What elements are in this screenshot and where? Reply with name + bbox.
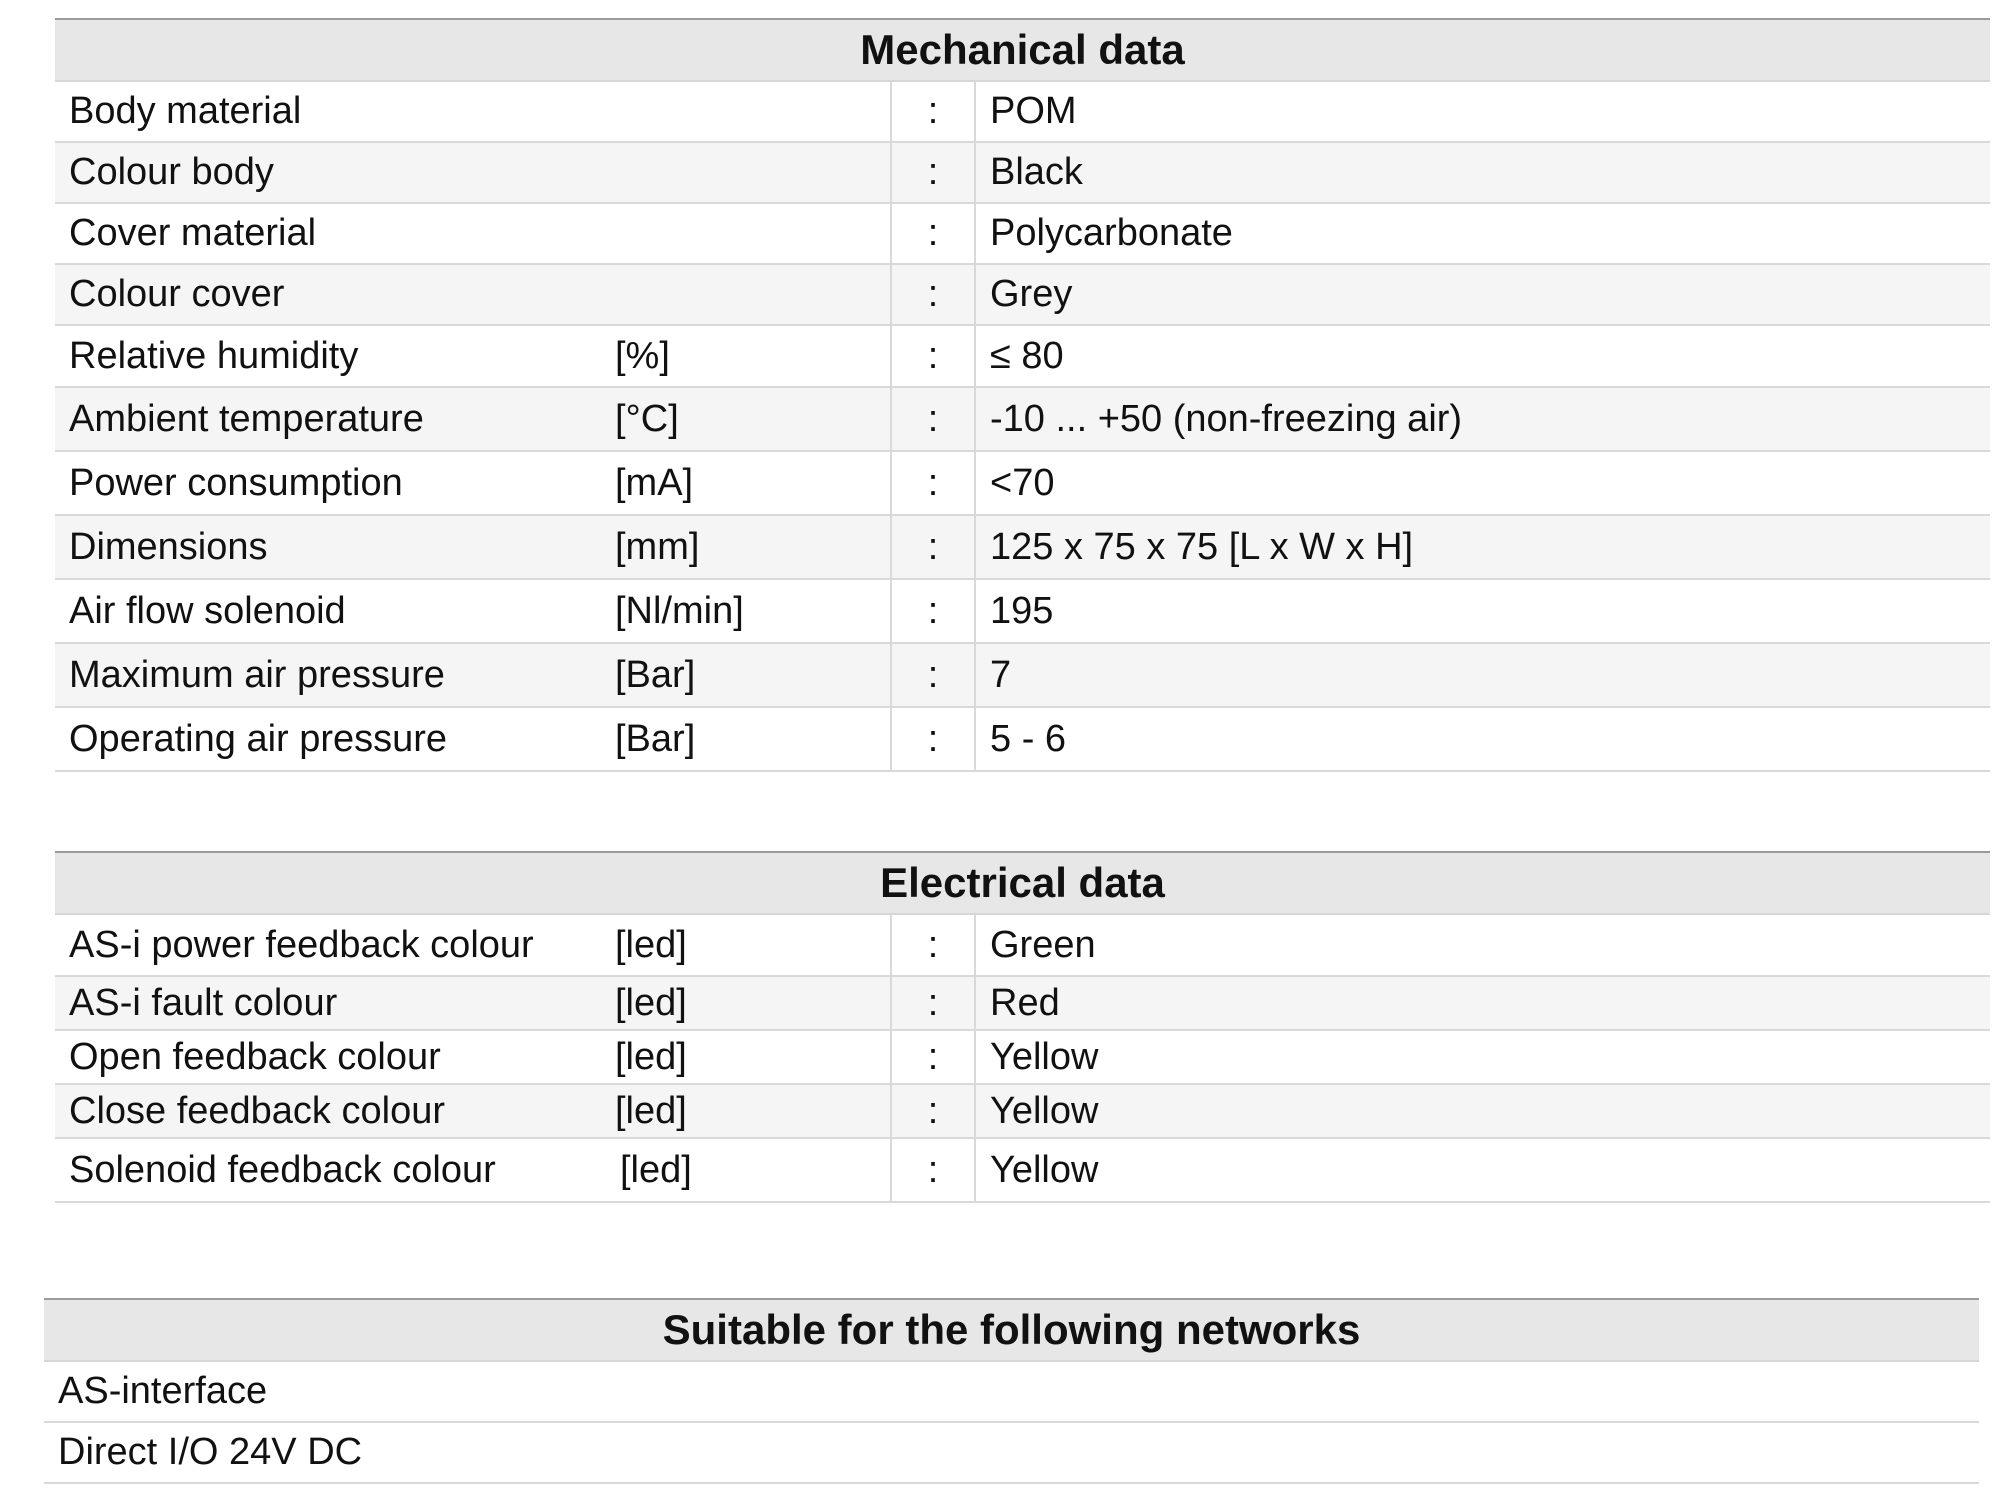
row-unit: [%] [615,326,892,386]
row-value: ≤ 80 [990,334,1064,377]
networks-rows [44,1362,1979,1484]
row-unit: [led] [615,977,892,1029]
row-separator: : [892,326,976,386]
table-row [55,1085,1990,1139]
table-row [55,204,1990,265]
row-unit: [mm] [615,516,892,578]
table-row [44,1423,1979,1484]
table-row [44,1362,1979,1423]
row-unit [615,204,892,263]
row-unit [615,143,892,202]
electrical-data-rows [55,915,1990,1203]
table-row [55,516,1990,580]
table-row [55,326,1990,388]
table-row [55,265,1990,326]
row-unit: [led] [615,1031,892,1083]
row-value: 195 [990,589,1054,632]
row-unit: [°C] [615,388,892,450]
row-value: <70 [990,461,1055,504]
row-label: Close feedback colour [69,1089,445,1132]
row-separator: : [892,452,976,514]
networks-title: Suitable for the following networks [44,1300,1979,1362]
row-label: Dimensions [69,525,268,568]
table-row [55,644,1990,708]
row-value: 5 - 6 [990,717,1067,760]
row-unit: [led] [615,1139,892,1201]
row-separator: : [892,388,976,450]
row-label: Solenoid feedback colour [69,1148,496,1191]
table-row [55,1031,1990,1085]
row-value: Yellow [990,1148,1099,1191]
row-value: 125 x 75 x 75 [L x W x H] [990,525,1414,568]
row-label: Ambient temperature [69,397,424,440]
mechanical-data-table [55,18,1990,772]
row-unit [615,265,892,324]
row-unit: [Nl/min] [615,580,892,642]
network-item: AS-interface [58,1370,268,1412]
row-label: Cover material [69,212,317,254]
row-separator: : [892,516,976,578]
row-label: Colour cover [69,273,285,315]
row-unit: [Bar] [615,644,892,706]
row-label: Operating air pressure [69,717,448,760]
row-separator: : [892,265,976,324]
network-item: Direct I/O 24V DC [58,1431,363,1473]
row-separator: : [892,915,976,975]
row-label: Power consumption [69,461,403,504]
table-row [55,388,1990,452]
table-row [55,708,1990,772]
electrical-data-title: Electrical data [55,853,1990,915]
networks-table [44,1298,1979,1484]
row-value: 7 [990,653,1012,696]
row-separator: : [892,1139,976,1201]
table-row [55,1139,1990,1203]
table-row [55,977,1990,1031]
table-row [55,580,1990,644]
row-value: Yellow [990,1089,1099,1132]
row-label: Body material [69,90,302,132]
table-row [55,915,1990,977]
row-value: Yellow [990,1035,1099,1078]
row-separator: : [892,82,976,141]
mechanical-data-rows [55,82,1990,772]
row-label: Maximum air pressure [69,653,445,696]
row-separator: : [892,143,976,202]
row-unit: [mA] [615,452,892,514]
row-unit: [led] [615,1085,892,1137]
row-value: -10 ... +50 (non-freezing air) [990,397,1463,440]
row-separator: : [892,1085,976,1137]
row-separator: : [892,580,976,642]
row-separator: : [892,977,976,1029]
table-row [55,143,1990,204]
row-label: Open feedback colour [69,1035,441,1078]
row-unit [615,82,892,141]
table-row [55,452,1990,516]
row-unit: [led] [615,915,892,975]
row-label: Relative humidity [69,334,359,377]
row-value: Green [990,923,1096,966]
row-unit: [Bar] [615,708,892,770]
row-value: Red [990,981,1060,1024]
electrical-data-table [55,851,1990,1203]
table-row [55,82,1990,143]
row-value: Black [990,151,1083,193]
row-label: Air flow solenoid [69,589,346,632]
row-label: AS-i power feedback colour [69,923,534,966]
row-separator: : [892,204,976,263]
row-label: Colour body [69,151,274,193]
row-separator: : [892,708,976,770]
row-value: POM [990,90,1077,132]
row-separator: : [892,644,976,706]
row-value: Grey [990,273,1073,315]
row-label: AS-i fault colour [69,981,338,1024]
row-separator: : [892,1031,976,1083]
row-value: Polycarbonate [990,212,1233,254]
mechanical-data-title: Mechanical data [55,20,1990,82]
